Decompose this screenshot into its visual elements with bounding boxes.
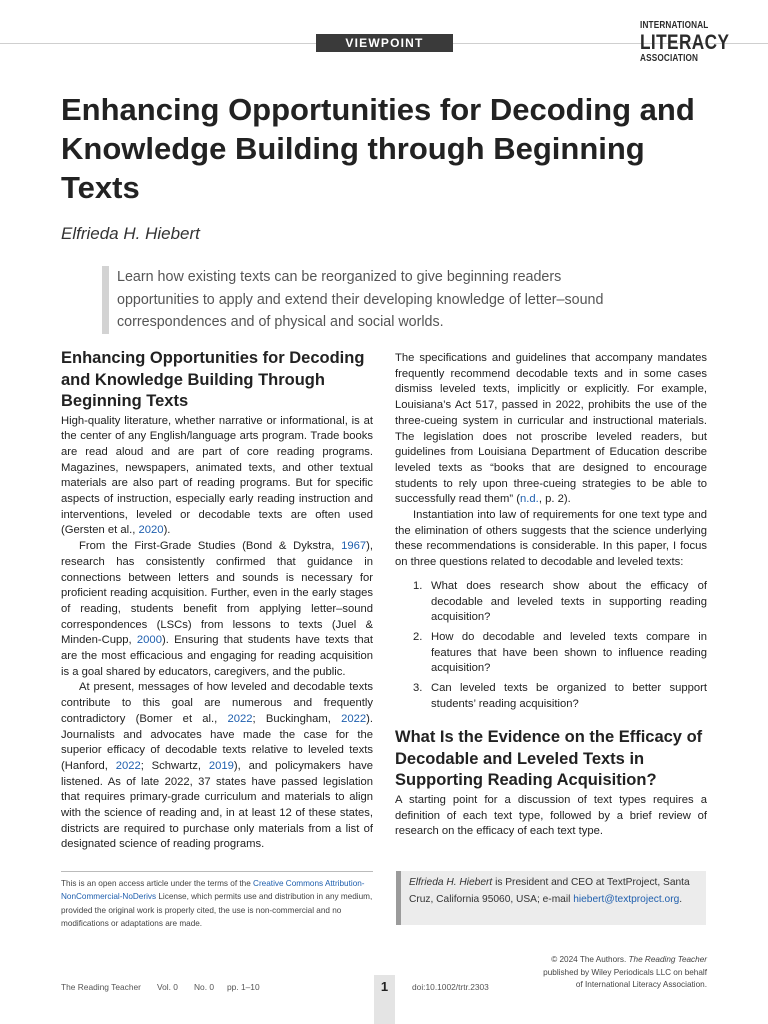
citation-link[interactable]: 2019 [208,759,234,772]
list-number: 1. [413,579,423,592]
paragraph [61,414,373,540]
paragraph: Instantiation into law of requirements for one text type and the elimination of others suggests that the science underlying these recommendations is considerable. In this paper, I focus on three questions related to decodable and leveled texts: [395,509,707,569]
paragraph-text: High-quality literature, whether narrative or informational, is at the center of any English/language arts program. Trade books are read aloud and are part of core reading programs. Magazines, newspapers, animated texts, and other textual materials are also part of reading programs. But for specific aspects of instruction, especially early reading instruction and interventions, leveled or decodable texts are often used (Gersten et al., [61,414,373,537]
list-item [413,681,707,712]
license-text: License, which permits use and distribution in any medium, provided the original work is properly cited, the use is non-commercial and no modifications or adaptations are made. [61,892,373,928]
article-title: Enhancing Opportunities for Decoding and Knowledge Building through Beginning Texts [61,92,695,205]
copyright-line: published by Wiley Periodicals LLC on behalf [543,967,707,977]
section-heading-intro: Enhancing Opportunities for Decoding and Knowledge Building Through Beginning Texts [61,349,365,410]
copyright-note [507,954,707,992]
footer-volume: Vol. 0 [157,982,178,992]
right-column [395,351,707,840]
logo-line-2: LITERACY [640,31,730,54]
section-heading-evidence: What Is the Evidence on the Efficacy of Decodable and Leveled Texts in Supporting Reading Acquisition? [395,728,703,790]
citation-link[interactable]: 2022 [227,712,253,725]
page-number: 1 [374,975,395,1024]
article-abstract: Learn how existing texts can be reorganized to give beginning readers opportunities to apply and extend their developing knowledge of letter–sound correspondences and of physical and social worlds. [102,266,647,334]
copyright-text: © 2024 The Authors. [551,955,629,964]
section-banner: VIEWPOINT [316,34,453,52]
logo-line-1: INTERNATIONAL [640,20,709,31]
footer-pages: pp. 1–10 [227,982,260,992]
paragraph [61,680,373,853]
list-item [413,630,707,677]
license-link[interactable]: Creative Commons Attribution-NonCommercial-NoDerivs [61,879,365,902]
list-item-text: What does research show about the efficacy of decodable and leveled texts in supporting reading acquisition? [431,579,707,624]
ila-logo [640,20,730,64]
paragraph-text: From the First-Grade Studies (Bond & Dykstra, [79,540,342,553]
paragraph-text: ; Schwartz, [140,759,209,772]
footer-doi: doi:10.1002/trtr.2303 [412,982,489,992]
list-item [413,579,707,626]
list-item-text: Can leveled texts be organized to better support students’ reading acquisition? [431,682,707,710]
paragraph-text: ), research has consistently confirmed that guidance in connections between letters and sounds is necessary for proficient reading acquisition. Further, even in the early stages of reading, students benefit from applying letter–sound correspondences (LSCs) from lessons to texts (Juel & Minden-Cupp, [61,540,373,647]
paragraph-text: ). [163,524,171,537]
bio-text: is President and CEO at TextProject, Santa Cruz, California 95060, USA; e-mail [409,877,690,905]
citation-link[interactable]: 2022 [115,759,141,772]
citation-link[interactable]: 2000 [136,634,162,647]
logo-line-3: ASSOCIATION [640,53,699,64]
list-number: 3. [413,682,423,695]
bio-end: . [679,893,683,905]
paragraph-text: At present, messages of how leveled and decodable texts contribute to this goal are numerous and frequently contradictory (Bomer et al., [61,681,373,725]
left-column [61,348,373,853]
paragraph-text: ). Journalists and advocates have made the case for the superior efficacy of decodable texts relative to leveled texts (Hanford, [61,712,373,772]
copyright-line: of International Literacy Association. [575,980,707,989]
paragraph-text: , p. 2). [538,493,571,506]
footer-journal: The Reading Teacher [61,982,141,992]
citation-link[interactable]: n.d. [520,493,539,506]
article-author: Elfrieda H. Hiebert [61,224,200,243]
paragraph-text: ), and policymakers have listened. As of late 2022, 37 states have passed legislation that requires primary-grade curriculum and materials to align with the science of reading and, in at least 12 of these states, districts are required to purchase only materials from a list of designated science of reading programs. [61,759,373,851]
license-text: This is an open access article under the terms of the [61,879,254,888]
paragraph [61,539,373,680]
copyright-line [507,954,707,967]
list-number: 2. [413,630,423,643]
paragraph [395,351,707,508]
footer-issue: No. 0 [194,982,215,992]
footnote-rule [61,871,373,872]
list-item-text: How do decodable and leveled texts compare in features that have been shown to influence reading acquisition? [431,630,707,675]
bio-name: Elfrieda H. Hiebert [409,877,493,888]
citation-link[interactable]: 1967 [341,540,367,553]
research-questions-list [395,579,707,713]
copyright-journal: The Reading Teacher [628,955,707,964]
citation-link[interactable]: 2022 [341,712,367,725]
paragraph-text: ). Ensuring that students have texts that are the most efficacious and engaging for reading acquisition is a goal shared by educators, caregivers, and the public. [61,634,373,678]
paragraph-text: The specifications and guidelines that accompany mandates frequently recommend decodable texts and in some cases dismiss leveled texts, implicitly or explicitly. For example, Louisiana’s Act 517, passed in 2022, prohibits the use of the three-cueing system in curricular and instructional materials. The legislation does not proscribe leveled readers, but guidelines from Louisiana Department of Education describe leveled texts as “books that are designed to encourage students to rely upon three-cueing strategies to be able to successfully read them” ( [395,352,707,506]
email-link[interactable]: hiebert@textproject.org [573,893,680,905]
paragraph-text: ; Buckingham, [252,712,342,725]
citation-link[interactable]: 2020 [138,524,164,537]
author-bio [396,871,706,925]
license-note [61,877,373,930]
paragraph: A starting point for a discussion of text types requires a definition of each text type, followed by a brief review of research on the efficacy of each text type. [395,793,707,838]
